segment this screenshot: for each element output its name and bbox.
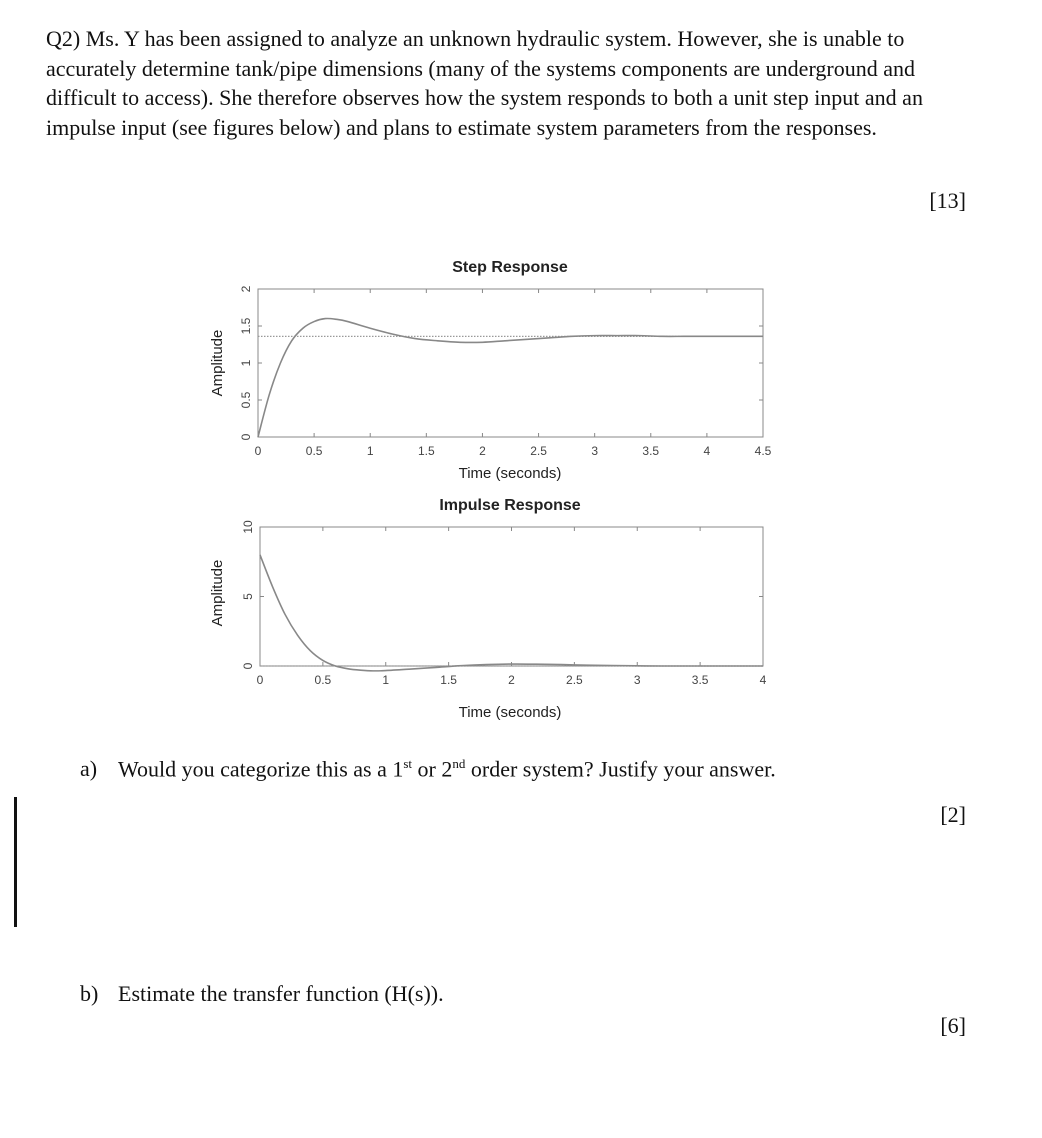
- step-ytick-label: 1: [239, 359, 253, 367]
- step-xtick-label: 3.5: [642, 444, 660, 458]
- step-xtick-label: 4.5: [754, 444, 772, 458]
- imp-xtick-label: 4: [759, 673, 767, 687]
- part-a-text-1: Would you categorize this as a 1: [118, 756, 404, 782]
- impulse-x-axis-label: Time (seconds): [458, 704, 562, 721]
- imp-xtick-label: 0: [256, 673, 264, 687]
- step-xtick-label: 2.5: [530, 444, 547, 458]
- imp-xtick-label: 0.5: [314, 673, 332, 687]
- imp-xtick-label: 3.5: [691, 673, 709, 687]
- question-text: Q2) Ms. Y has been assigned to analyze an unknown hydraulic system. However, she is unable to accurately determine tank/pipe dimensions (many of the systems components are underground and difficult to access). She therefore observes how the system responds to both a unit step input and an impulse input (see figures below) and plans to estimate system parameters from the responses.: [46, 26, 923, 140]
- imp-xtick-label: 1.5: [440, 673, 457, 687]
- step-xtick-label: 2: [479, 444, 486, 458]
- part-b-marks: [6]: [940, 1013, 966, 1038]
- step-xtick-label: 1.5: [417, 444, 435, 458]
- imp-xtick-label: 3: [633, 673, 641, 687]
- step-ytick-label: 0.5: [239, 391, 253, 409]
- impulse-response-chart: [200, 488, 780, 728]
- impulse-plot-frame: [260, 527, 763, 666]
- imp-xtick-label: 1: [382, 673, 390, 687]
- impulse-y-axis-label: Amplitude: [209, 559, 226, 627]
- part-a-sup-2: nd: [452, 756, 466, 771]
- step-chart-title: Step Response: [452, 259, 568, 276]
- step-x-axis-label: Time (seconds): [458, 465, 562, 482]
- part-a-question: [80, 756, 776, 782]
- step-ytick-label: 2: [239, 285, 253, 293]
- part-b-text: Estimate the transfer function (H(s)).: [118, 981, 444, 1006]
- step-ytick-label: 1.5: [239, 317, 253, 335]
- step-response-chart: [200, 250, 780, 490]
- imp-xtick-label: 2.5: [566, 673, 583, 687]
- step-y-axis-label: Amplitude: [209, 329, 226, 397]
- impulse-chart-title: Impulse Response: [439, 497, 581, 514]
- part-a-text-3: order system? Justify your answer.: [465, 756, 776, 782]
- part-a-text-2: or 2: [412, 756, 453, 782]
- part-a-label: a): [80, 756, 98, 782]
- part-b-question: [80, 981, 444, 1007]
- step-ytick-label: 0: [239, 433, 253, 441]
- step-xtick-label: 0: [254, 444, 262, 458]
- part-a-marks: [2]: [940, 802, 966, 827]
- imp-ytick-label: 5: [241, 593, 255, 600]
- imp-ytick-label: 0: [241, 662, 255, 670]
- step-plot-frame: [258, 289, 763, 437]
- step-xtick-label: 3: [591, 444, 599, 458]
- part-b-label: b): [80, 981, 99, 1006]
- margin-mark: [14, 797, 17, 927]
- question-marks: [13]: [929, 188, 966, 213]
- imp-xtick-label: 2: [508, 673, 515, 687]
- step-xtick-label: 4: [703, 444, 711, 458]
- step-xtick-label: 0.5: [305, 444, 323, 458]
- imp-ytick-label: 10: [241, 520, 255, 534]
- step-xtick-label: 1: [366, 444, 374, 458]
- part-a-sup-1: st: [403, 756, 413, 771]
